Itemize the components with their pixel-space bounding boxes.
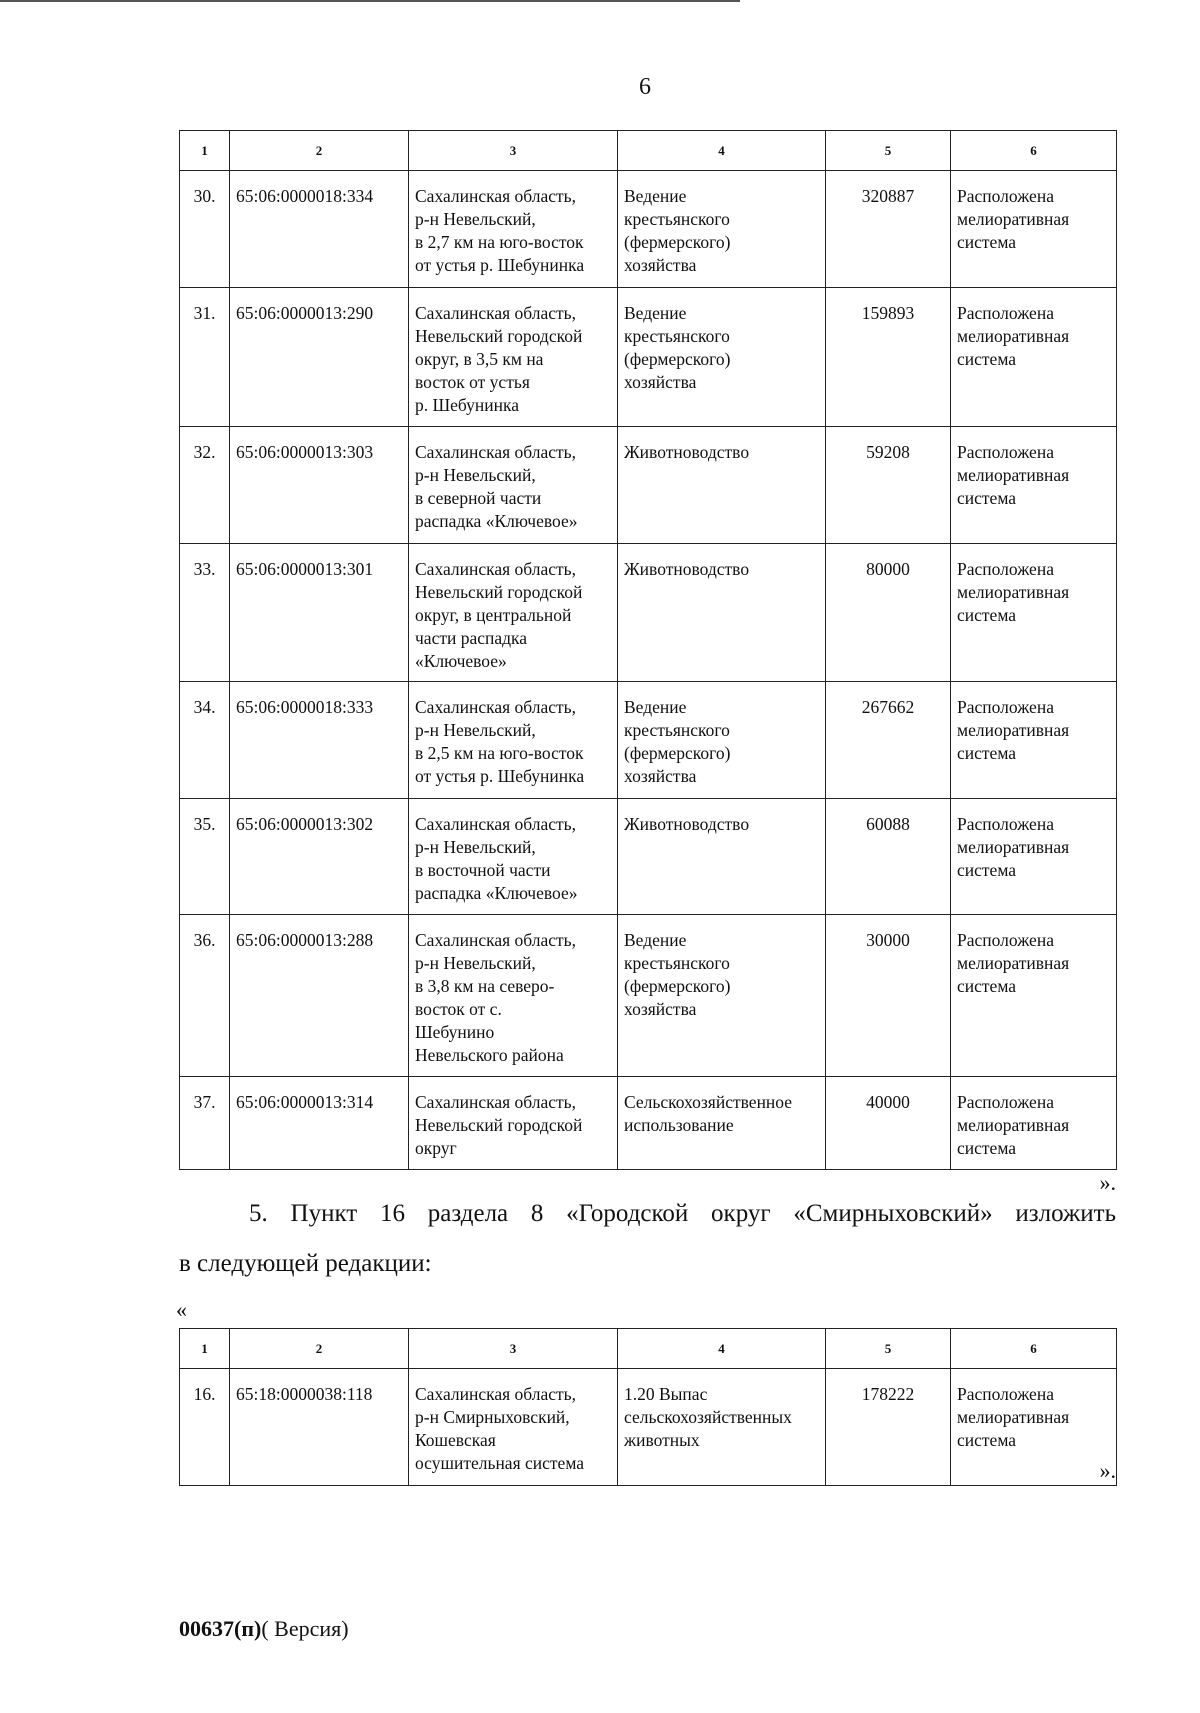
location: Сахалинская область, р-н Невельский, в восточной части распадка «Ключевое» [409, 799, 618, 915]
note: Расположена мелиоративная система [951, 171, 1117, 288]
row-number: 37. [180, 1077, 230, 1170]
cadastral-number: 65:06:0000013:288 [230, 915, 409, 1077]
table-row [180, 682, 1117, 799]
area: 320887 [826, 171, 951, 288]
cadastral-number: 65:06:0000018:333 [230, 682, 409, 799]
cadastral-number: 65:06:0000013:314 [230, 1077, 409, 1170]
table-row [180, 799, 1117, 915]
location: Сахалинская область, р-н Невельский, в 2,7 км на юго-восток от устья р. Шебунинка [409, 171, 618, 288]
note: Расположена мелиоративная система [951, 544, 1117, 682]
note: Расположена мелиоративная система [951, 1077, 1117, 1170]
column-header: 5 [826, 1329, 951, 1369]
closing-quote: ». [1099, 1170, 1116, 1195]
column-header: 1 [180, 1329, 230, 1369]
table-row [180, 915, 1117, 1077]
area: 267662 [826, 682, 951, 799]
cadastral-number: 65:06:0000013:302 [230, 799, 409, 915]
column-header: 4 [618, 1329, 826, 1369]
column-header: 1 [180, 131, 230, 171]
row-number: 32. [180, 427, 230, 544]
permitted-use: Животноводство [618, 544, 826, 682]
cadastral-number: 65:06:0000013:301 [230, 544, 409, 682]
area: 59208 [826, 427, 951, 544]
row-number: 33. [180, 544, 230, 682]
column-header: 6 [951, 1329, 1117, 1369]
document-number: 00637(п) [179, 1616, 262, 1641]
table-row [180, 171, 1117, 288]
area: 178222 [826, 1369, 951, 1486]
column-header: 3 [409, 1329, 618, 1369]
note: Расположена мелиоративная система [951, 799, 1117, 915]
permitted-use: 1.20 Выпас сельскохозяйственных животных [618, 1369, 826, 1486]
page-number: 6 [639, 74, 651, 100]
permitted-use: Сельскохозяйственное использование [618, 1077, 826, 1170]
opening-quote: « [176, 1297, 187, 1322]
area: 159893 [826, 288, 951, 427]
amendment-paragraph-line: в следующей редакции: [179, 1250, 432, 1277]
location: Сахалинская область, Невельский городской округ [409, 1077, 618, 1170]
location: Сахалинская область, Невельский городской округ, в центральной части распадка «Ключевое» [409, 544, 618, 682]
table-header-row [180, 131, 1117, 171]
note: Расположена мелиоративная система [951, 1369, 1117, 1486]
permitted-use: Животноводство [618, 427, 826, 544]
cadastral-number: 65:06:0000013:290 [230, 288, 409, 427]
table-row [180, 544, 1117, 682]
table-row [180, 1369, 1117, 1486]
row-number: 35. [180, 799, 230, 915]
column-header: 2 [230, 1329, 409, 1369]
closing-quote: ». [1099, 1458, 1116, 1483]
column-header: 3 [409, 131, 618, 171]
table-row [180, 427, 1117, 544]
document-version: ( Версия) [261, 1616, 349, 1641]
permitted-use: Ведение крестьянского (фермерского) хозяйства [618, 682, 826, 799]
location: Сахалинская область, р-н Невельский, в северной части распадка «Ключевое» [409, 427, 618, 544]
row-number: 31. [180, 288, 230, 427]
note: Расположена мелиоративная система [951, 682, 1117, 799]
area: 30000 [826, 915, 951, 1077]
area: 60088 [826, 799, 951, 915]
area: 40000 [826, 1077, 951, 1170]
column-header: 6 [951, 131, 1117, 171]
note: Расположена мелиоративная система [951, 915, 1117, 1077]
note: Расположена мелиоративная система [951, 427, 1117, 544]
row-number: 34. [180, 682, 230, 799]
amendment-paragraph-line: 5. Пункт 16 раздела 8 «Городской округ «Смирныховский» изложить [249, 1200, 1116, 1227]
table-row [180, 288, 1117, 427]
column-header: 4 [618, 131, 826, 171]
area: 80000 [826, 544, 951, 682]
row-number: 30. [180, 171, 230, 288]
table-header-row [180, 1329, 1117, 1369]
cadastral-number: 65:18:0000038:118 [230, 1369, 409, 1486]
row-number: 16. [180, 1369, 230, 1486]
column-header: 5 [826, 131, 951, 171]
cadastral-number: 65:06:0000018:334 [230, 171, 409, 288]
land-plots-table-amended [179, 1328, 1117, 1486]
land-plots-table [179, 130, 1117, 1170]
table-row [180, 1077, 1117, 1170]
top-rule [0, 0, 740, 2]
permitted-use: Ведение крестьянского (фермерского) хозяйства [618, 171, 826, 288]
column-header: 2 [230, 131, 409, 171]
permitted-use: Ведение крестьянского (фермерского) хозяйства [618, 915, 826, 1077]
permitted-use: Животноводство [618, 799, 826, 915]
cadastral-number: 65:06:0000013:303 [230, 427, 409, 544]
permitted-use: Ведение крестьянского (фермерского) хозяйства [618, 288, 826, 427]
location: Сахалинская область, р-н Невельский, в 3,8 км на северо- восток от с. Шебунино Невельского района [409, 915, 618, 1077]
note: Расположена мелиоративная система [951, 288, 1117, 427]
document-code [179, 1616, 349, 1642]
location: Сахалинская область, р-н Невельский, в 2,5 км на юго-восток от устья р. Шебунинка [409, 682, 618, 799]
row-number: 36. [180, 915, 230, 1077]
location: Сахалинская область, Невельский городской округ, в 3,5 км на восток от устья р. Шебунинка [409, 288, 618, 427]
location: Сахалинская область, р-н Смирныховский, Кошевская осушительная система [409, 1369, 618, 1486]
